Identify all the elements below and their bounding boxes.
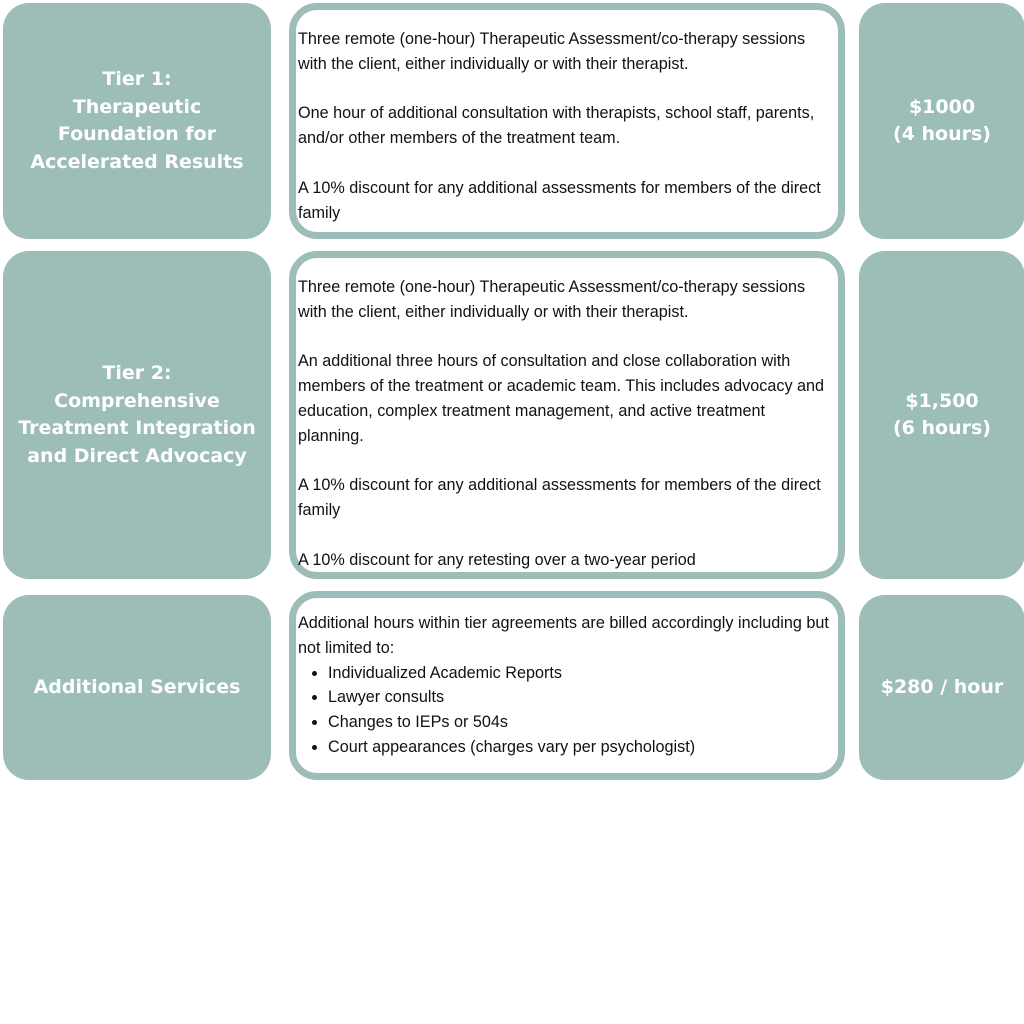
tier-2-label-line: and Direct Advocacy [27, 444, 247, 467]
tier-1-description-card [289, 3, 845, 239]
tier-2-hours: (6 hours) [893, 417, 991, 439]
tier-1-label-card [3, 3, 271, 239]
tier-2-description-item: A 10% discount for any retesting over a two-year period [298, 550, 696, 569]
tier-1-price: $1000 [908, 95, 976, 118]
list-item: • Individualized Academic Reports [328, 661, 830, 686]
tier-2-label-line: Comprehensive [54, 389, 220, 412]
tier-2-label-line: Treatment Integration [18, 417, 256, 439]
list-item: • Changes to IEPs or 504s [328, 710, 830, 735]
tier-2-description-item: Three remote (one-hour) Therapeutic Assessment/co-therapy sessions with the client, either individually or with their therapist. [298, 278, 806, 321]
tier-1-label-line: Foundation for [57, 123, 217, 145]
additional-services-label-card [3, 595, 271, 780]
additional-services-price: $280 / hour [880, 675, 1004, 698]
tier-1-label-line: Accelerated Results [30, 150, 244, 173]
tier-2-label-line: Tier 2: [102, 362, 172, 384]
tier-1-label-line: Therapeutic [72, 95, 202, 118]
additional-services-price-card [859, 595, 1024, 780]
list-item: • Lawyer consults [328, 685, 830, 710]
additional-services-list [298, 661, 830, 760]
additional-services-description-card [289, 591, 845, 780]
tier-2-price: $1,500 [905, 389, 979, 412]
tier-1-description-item: Three remote (one-hour) Therapeutic Assessment/co-therapy sessions with the client, either individually or with their therapist. [298, 30, 806, 73]
tier-2-description-item: An additional three hours of consultation and close collaboration with members of the treatment or academic team. This includes advocacy and education, complex treatment management, and active treatment planning. [298, 352, 825, 445]
tier-2-label-card [3, 251, 271, 579]
tier-1-description-item: One hour of additional consultation with therapists, school staff, parents, and/or other members of the treatment team. [298, 104, 815, 148]
tier-1-label-line: Tier 1: [102, 68, 172, 90]
additional-services-label: Additional Services [33, 675, 241, 698]
tier-2-price-card [859, 251, 1024, 579]
tier-2-description-card [289, 251, 845, 579]
tier-1-description-item: A 10% discount for any additional assessments for members of the direct family [298, 178, 821, 222]
tier-1-price-card [859, 3, 1024, 239]
additional-services-intro: Additional hours within tier agreements are billed accordingly including but not limited to: [298, 614, 829, 657]
list-item: • Court appearances (charges vary per psychologist) [328, 735, 830, 760]
tier-1-hours: (4 hours) [893, 123, 991, 145]
tier-2-description-item: A 10% discount for any additional assessments for members of the direct family [298, 476, 821, 520]
